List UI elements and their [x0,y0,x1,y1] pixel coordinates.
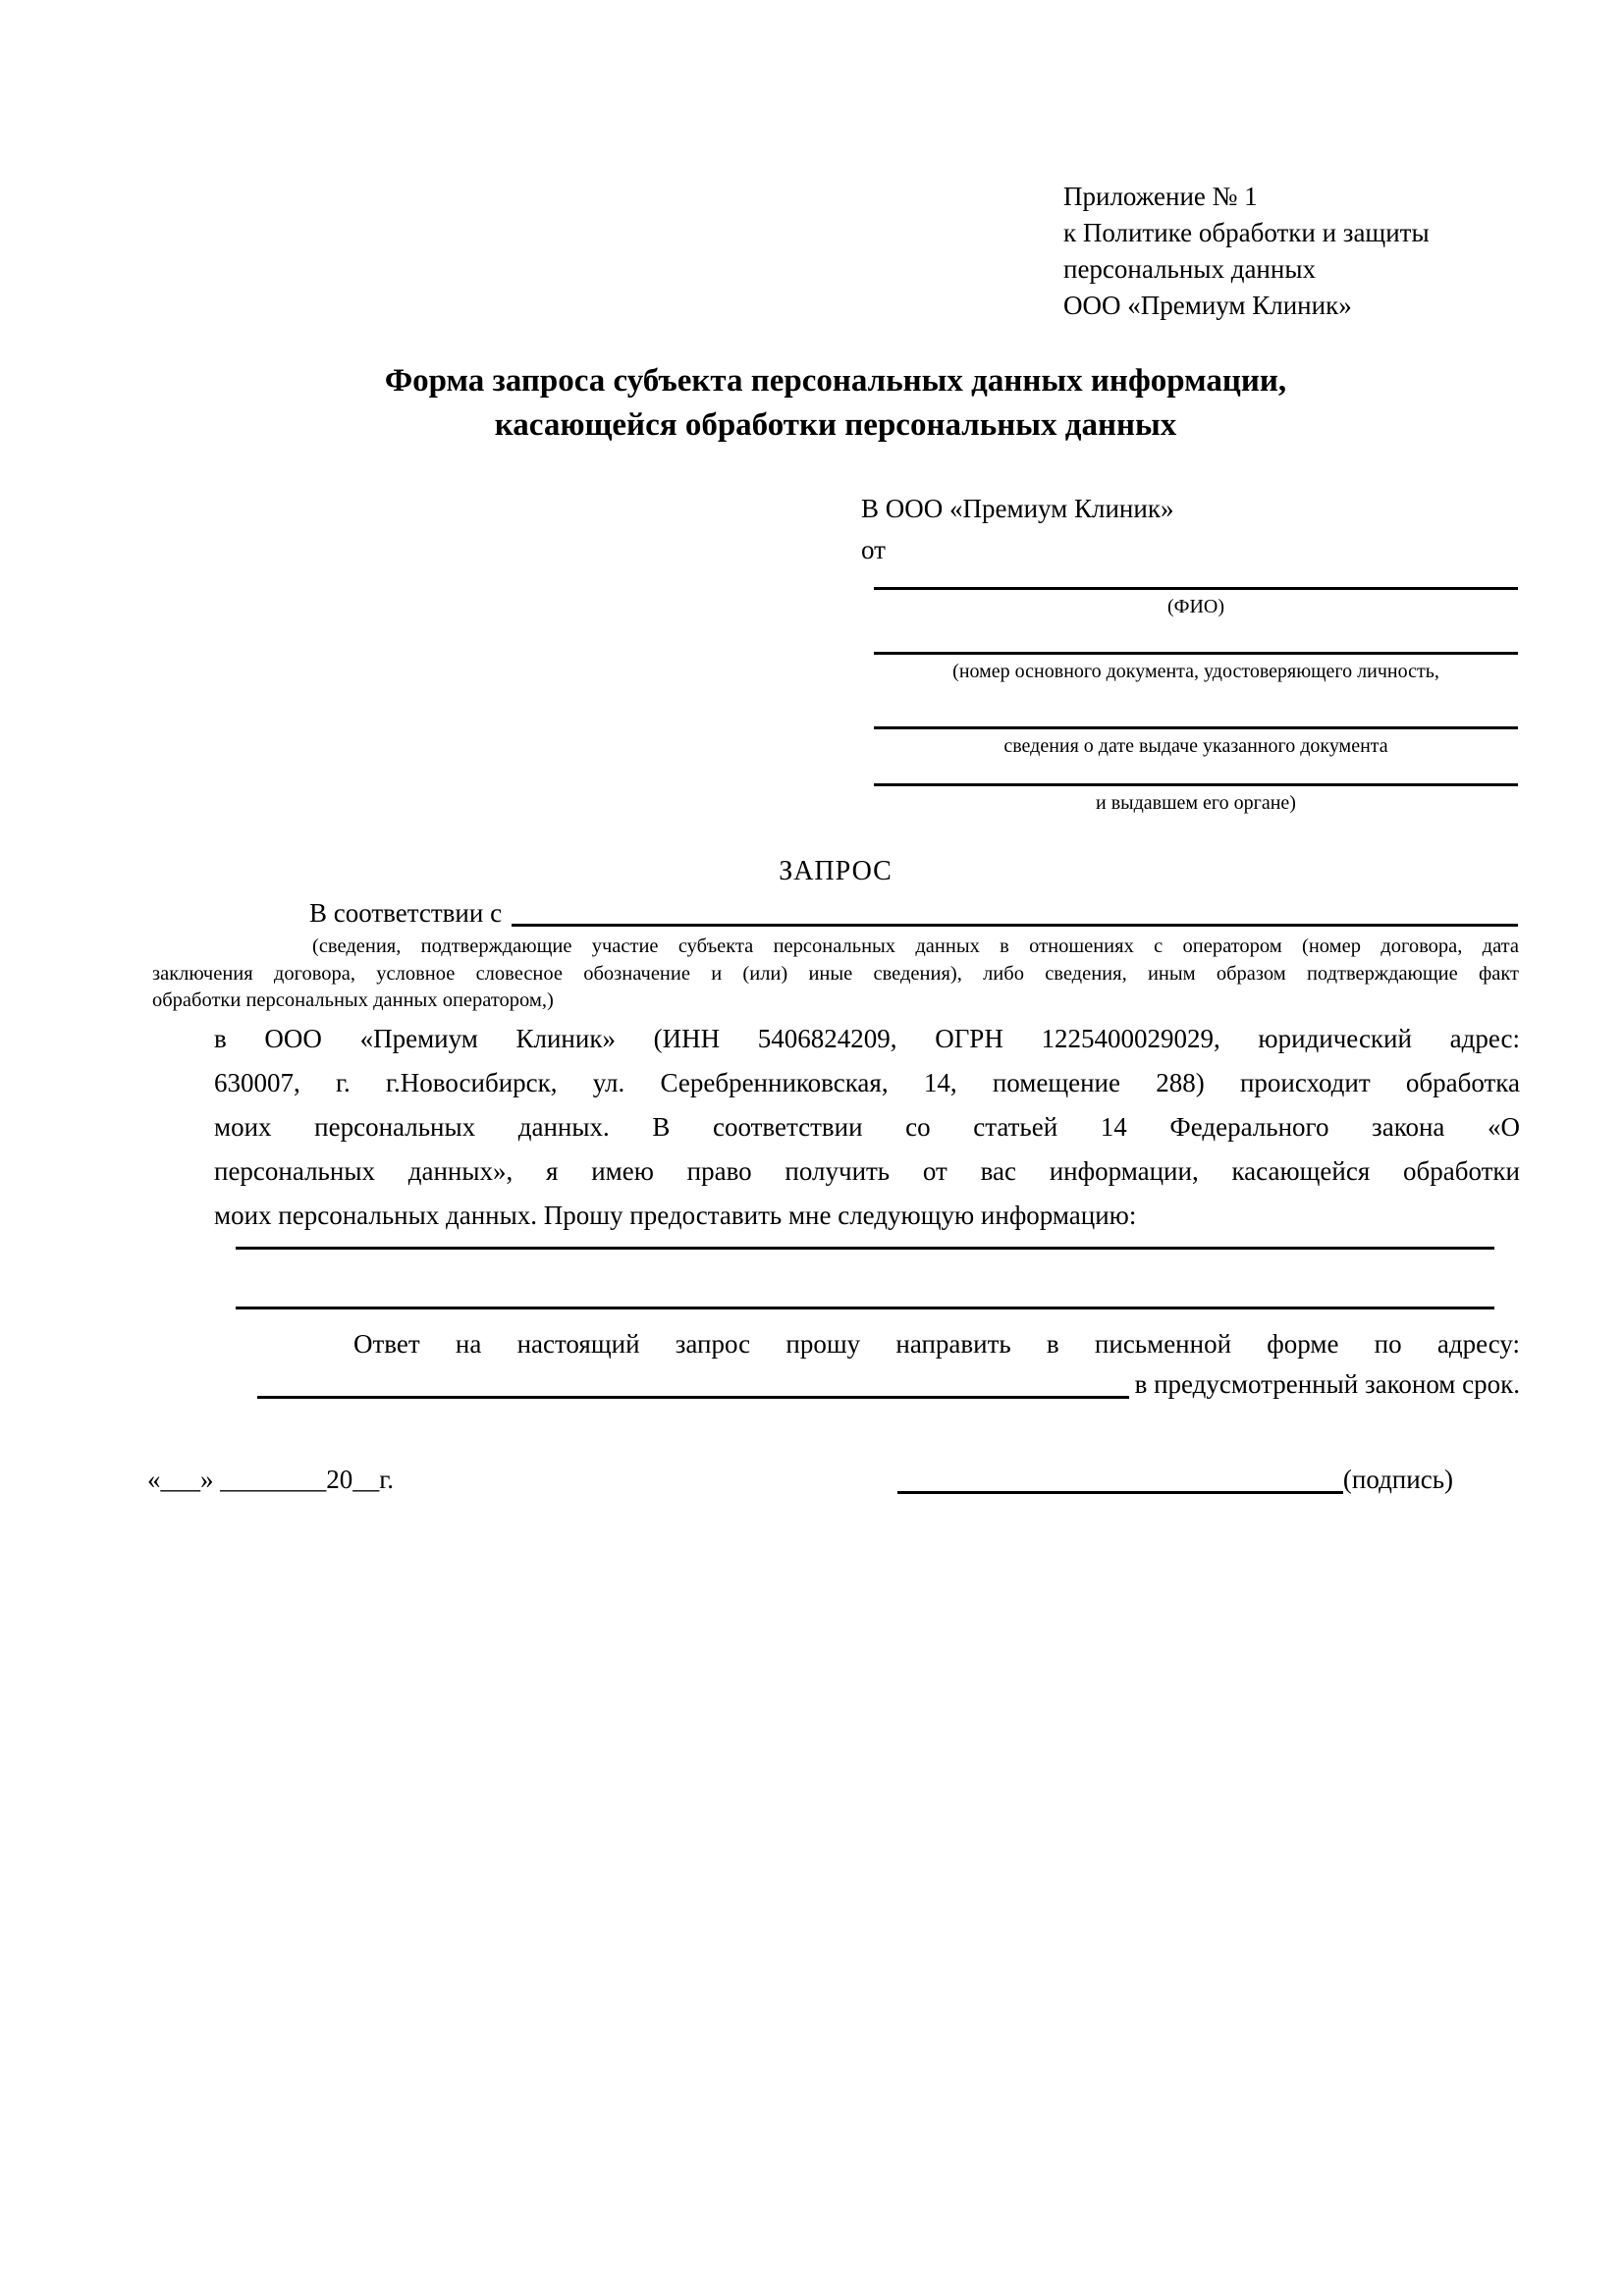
request-heading: ЗАПРОС [779,856,893,886]
blank-line-document-number [874,652,1518,655]
body-paragraph-line: моих персональных данных. Прошу предоставить мне следующую информацию: [214,1201,1137,1230]
body-paragraph-line: персональных данных», я имею право получить от вас информации, касающейся обработки [214,1156,1520,1186]
body-paragraph-line: 630007, г. г.Новосибирск, ул. Серебренниковская, 14, помещение 288) происходит обработка [214,1068,1520,1097]
explanatory-note-line: обработки персональных данных оператором,) [152,989,554,1011]
body-paragraph-line: в ООО «Премиум Клиник» (ИНН 5406824209, ОГРН 1225400029029, юридический адрес: [214,1024,1520,1053]
explanatory-note-line: (сведения, подтверждающие участие субъекта персональных данных в отношениях с оператором (номер договора, дата [312,935,1519,957]
signature-row [897,1459,1453,1500]
form-title-line: касающейся обработки персональных данных [494,407,1177,443]
reply-address-line [257,1364,1520,1404]
form-title [152,359,1519,448]
field-caption-issuing-authority: и выдавшем его органе) [1096,792,1296,814]
blank-line-fio [874,587,1518,590]
appendix-header-line: персональных данных [1063,254,1316,284]
reply-instruction-line: Ответ на настоящий запрос прошу направить в письменной форме по адресу: [353,1329,1520,1359]
addressee-from-label: от [861,535,886,564]
accordance-prefix: В соответствии с [309,898,503,928]
appendix-header [1063,179,1535,324]
blank-line-issuing-authority [874,783,1518,786]
body-paragraph [214,1017,1520,1238]
blank-line-signature [897,1459,1343,1494]
field-caption-document-number: (номер основного документа, удостоверяющего личность, [952,661,1439,682]
accordance-line [309,894,1518,932]
explanatory-note [152,934,1519,1015]
addressee-to: В ООО «Премиум Клиник» [861,494,1174,523]
field-caption-issue-date: сведения о дате выдаче указанного документа [1003,735,1388,757]
appendix-header-line: ООО «Премиум Клиник» [1063,291,1352,320]
body-paragraph-line: моих персональных данных. В соответствии со статьей 14 Федерального закона «О [214,1112,1520,1142]
blank-line-issue-date [874,726,1518,729]
appendix-header-line: Приложение № 1 [1063,182,1258,211]
field-caption-fio: (ФИО) [1166,596,1224,617]
blank-line-accordance [512,894,1518,927]
signature-caption: (подпись) [1342,1465,1453,1494]
explanatory-note-line: заключения договора, условное словесное обозначение и (или) иные сведения), либо сведения, иным образом подтверждающие факт [152,962,1519,985]
form-title-line: Форма запроса субъекта персональных данных информации, [384,363,1287,399]
blank-line-information-2 [236,1307,1494,1309]
appendix-header-line: к Политике обработки и защиты [1063,218,1430,247]
reply-instruction-suffix: в предусмотренный законом срок. [1134,1369,1520,1399]
blank-line-information-1 [236,1247,1494,1250]
blank-line-address [257,1364,1129,1399]
date-blank: «___» ________20__г. [147,1465,395,1494]
